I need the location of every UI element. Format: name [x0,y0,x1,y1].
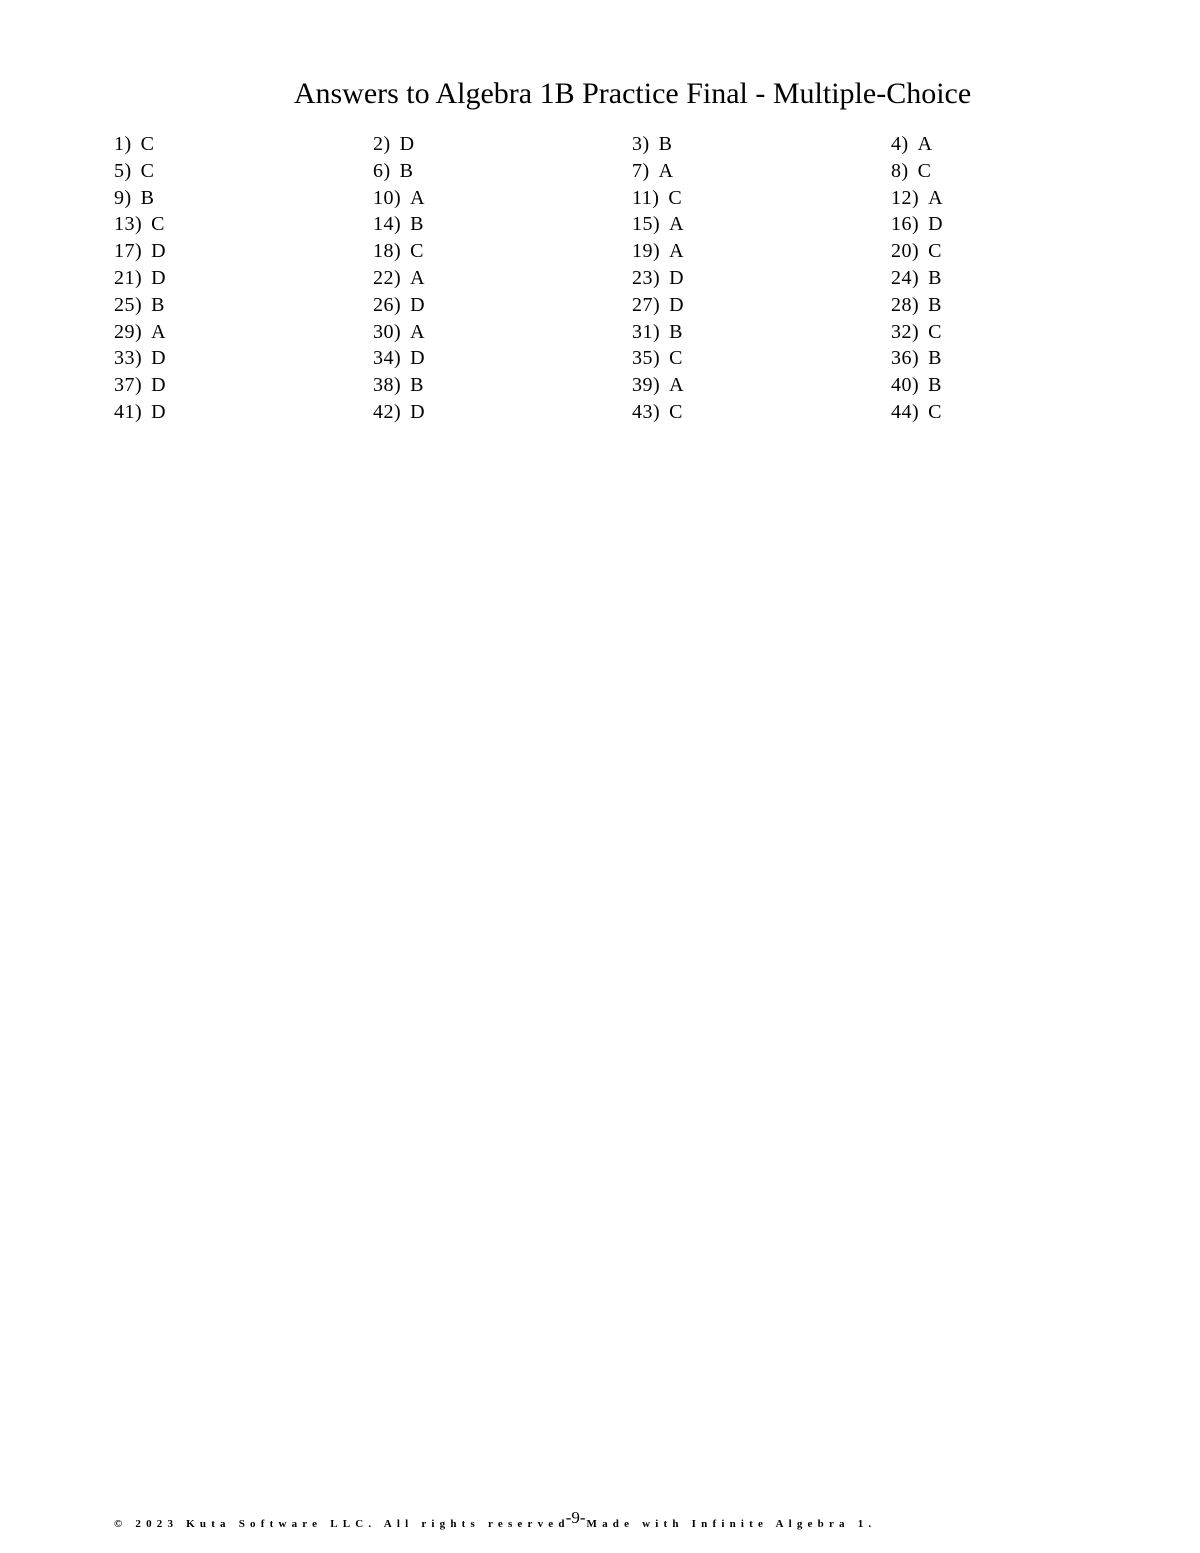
question-number: 39) [632,374,661,397]
answer-item [632,158,674,184]
answer-item [114,185,155,211]
question-number: 5) [114,159,132,182]
answer-item [891,345,942,371]
question-number: 23) [632,267,661,289]
page-title: Answers to Algebra 1B Practice Final - Multiple-Choice [293,77,972,110]
page-number: -9- [565,1508,586,1527]
question-number: 13) [114,213,143,236]
answer-item [114,211,165,237]
answer-letter: B [928,374,943,397]
answer-letter: C [669,347,684,370]
answer-letter: A [658,159,674,182]
answer-letter: B [669,320,684,343]
question-number: 4) [891,133,909,155]
question-number: 35) [632,347,661,370]
question-number: 33) [114,347,143,370]
answer-item [373,211,424,237]
answer-letter: C [669,401,684,423]
question-number: 22) [373,267,402,289]
question-number: 10) [373,186,402,209]
answer-item [373,399,425,425]
answer-letter: C [917,159,932,182]
question-number: 16) [891,213,920,236]
answer-letter: D [669,293,685,316]
answer-item [114,292,165,318]
answer-letter: C [928,320,943,343]
question-number: 7) [632,159,650,182]
answer-item [632,372,684,398]
answer-item [891,399,942,425]
answer-item [114,238,166,264]
answer-letter: C [140,133,155,155]
answer-item [373,131,415,157]
answer-letter: C [140,159,155,182]
answer-letter: B [410,374,425,397]
question-number: 20) [891,240,920,263]
answer-item [891,238,942,264]
answer-item [632,211,684,237]
question-number: 31) [632,320,661,343]
answer-item [373,265,425,291]
question-number: 36) [891,347,920,370]
answer-letter: A [410,186,426,209]
answer-item [114,399,166,425]
answer-item [632,292,684,318]
footer [114,1508,877,1532]
question-number: 1) [114,133,132,155]
answer-letter: B [658,133,673,155]
answer-item [891,319,942,345]
question-number: 8) [891,159,909,182]
question-number: 34) [373,347,402,370]
answer-letter: C [668,186,683,209]
answer-letter: B [928,293,943,316]
answer-item [373,319,425,345]
question-number: 30) [373,320,402,343]
question-number: 3) [632,133,650,155]
answer-letter: A [669,374,685,397]
question-number: 6) [373,159,391,182]
question-number: 18) [373,240,402,263]
answer-letter: A [928,186,944,209]
answer-letter: D [151,267,167,289]
answer-item [632,345,683,371]
answer-letter: B [928,347,943,370]
question-number: 19) [632,240,661,263]
answer-item [114,265,166,291]
answer-item [373,372,424,398]
answer-letter: D [151,374,167,397]
question-number: 27) [632,293,661,316]
answer-letter: C [928,240,943,263]
answer-letter: C [151,213,166,236]
answer-item [373,238,424,264]
question-number: 42) [373,401,402,423]
question-number: 40) [891,374,920,397]
answer-item [632,399,683,425]
answer-letter: D [410,347,426,370]
question-number: 26) [373,293,402,316]
answer-item [891,185,943,211]
answer-item [891,265,942,291]
answer-letter: D [410,401,426,423]
answer-letter: B [410,213,425,236]
answer-item [891,211,943,237]
question-number: 17) [114,240,143,263]
answer-letter: B [140,186,155,209]
answer-letter: B [399,159,414,182]
answer-letter: A [151,320,167,343]
question-number: 29) [114,320,143,343]
question-number: 11) [632,186,660,209]
question-number: 24) [891,267,920,289]
made-with-notice: Made with Infinite Algebra 1. [586,1518,877,1530]
answer-letter: A [917,133,933,155]
answer-item [114,319,166,345]
question-number: 43) [632,401,661,423]
question-number: 12) [891,186,920,209]
answer-item [891,292,942,318]
answer-letter: C [410,240,425,263]
question-number: 38) [373,374,402,397]
answer-letter: A [410,267,426,289]
answer-item [891,158,932,184]
answer-item [114,345,166,371]
answer-item [632,319,683,345]
answer-letter: C [928,401,943,423]
answer-item [891,372,942,398]
answer-letter: D [410,293,426,316]
answer-letter: D [399,133,415,155]
question-number: 21) [114,267,143,289]
answer-letter: B [928,267,943,289]
answer-item [373,158,414,184]
answer-item [632,131,673,157]
answer-item [891,131,933,157]
answer-letter: A [669,240,685,263]
question-number: 25) [114,293,143,316]
question-number: 2) [373,133,391,155]
answer-item [114,131,155,157]
answer-item [632,185,682,211]
answer-item [373,292,425,318]
question-number: 44) [891,401,920,423]
question-number: 28) [891,293,920,316]
question-number: 14) [373,213,402,236]
answer-letter: B [151,293,166,316]
answer-item [114,372,166,398]
answer-letter: A [669,213,685,236]
answer-item [632,265,684,291]
answer-item [632,238,684,264]
answer-letter: D [151,347,167,370]
question-number: 32) [891,320,920,343]
answer-letter: D [669,267,685,289]
answer-letter: D [151,240,167,263]
copyright-notice: © 2023 Kuta Software LLC. All rights reserved [114,1518,570,1530]
answer-item [114,158,155,184]
question-number: 15) [632,213,661,236]
answer-letter: D [928,213,944,236]
answer-item [373,345,425,371]
question-number: 37) [114,374,143,397]
answer-letter: A [410,320,426,343]
question-number: 41) [114,401,143,423]
answer-item [373,185,425,211]
answer-letter: D [151,401,167,423]
question-number: 9) [114,186,132,209]
